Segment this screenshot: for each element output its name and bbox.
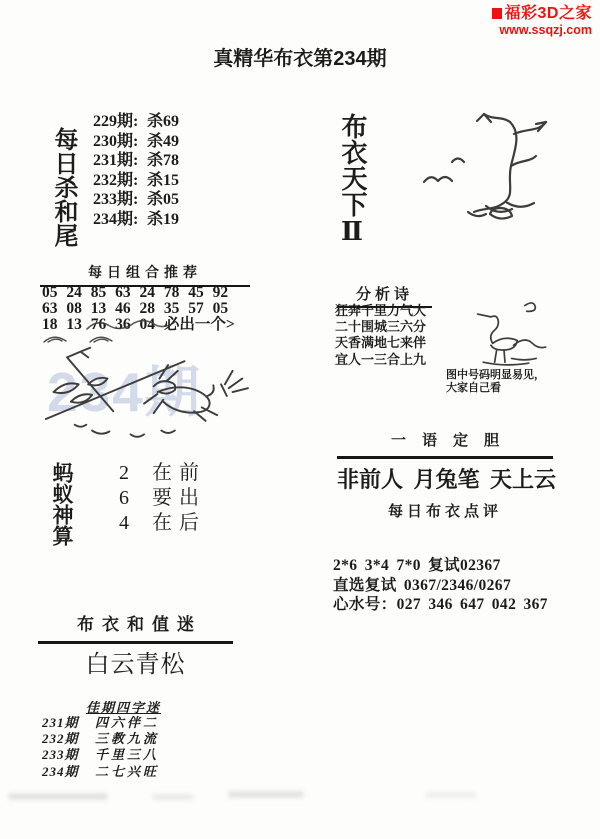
kill-row (93, 171, 179, 191)
picture-note-line: 大家自己看 (446, 382, 501, 394)
riddle-row (42, 715, 159, 731)
poem-line: 狂奔千里力气大 (335, 303, 427, 318)
crane-sketch (455, 298, 555, 366)
kill-row (93, 210, 179, 230)
riddle-issue: 233期 (42, 747, 79, 763)
ant-text: 要出 (152, 487, 206, 509)
ant-oracle-section-title: 蚂蚁神算 (50, 462, 74, 546)
riddle-text: 千里三八 (95, 747, 160, 763)
poem-line: 宜人一三合上九 (335, 351, 427, 367)
picture-note-line: 图中号码明显易见， (446, 369, 545, 381)
ant-number: 6 (119, 487, 129, 509)
poem-section-title: 分析诗 (337, 283, 432, 308)
riddle-row (42, 764, 159, 780)
scan-smudge (425, 792, 477, 798)
kill-value: 杀69 (146, 113, 179, 130)
four-char-riddle-section-title: 佳期四字迷 (86, 700, 162, 715)
poem-lines (335, 303, 426, 368)
poem-line: 天香满地七来伴 (335, 335, 427, 351)
scan-smudge (228, 791, 304, 798)
riddle-issue: 232期 (42, 731, 79, 747)
scan-smudge (8, 793, 108, 800)
combo-row: 63 08 13 46 28 35 57 05 (42, 299, 229, 317)
kill-value: 杀78 (146, 152, 179, 169)
kill-value: 杀15 (146, 171, 179, 189)
site-logo (492, 4, 592, 38)
rabbit-sketch (35, 342, 255, 444)
riddle-row (42, 731, 159, 747)
logo-square-icon (492, 8, 502, 19)
kill-issue: 230期: (93, 132, 139, 150)
poem-line: 二十围城三六分 (335, 319, 427, 335)
rabbit-picture (35, 342, 255, 444)
riddle-text: 三教九流 (95, 731, 160, 747)
combo-section-title: 每日组合推荐 (40, 262, 250, 287)
riddle-text: 四六伴二 (95, 715, 160, 730)
riddle-issue: 231期 (42, 715, 79, 730)
picture-note (446, 369, 586, 395)
kill-value: 杀19 (146, 210, 179, 228)
ant-oracle-list (119, 461, 206, 536)
kill-row (93, 112, 179, 132)
kill-row (93, 190, 179, 210)
issue-watermark: 234期 (47, 361, 202, 423)
site-name-text: 福彩3D之家 (504, 5, 592, 22)
sum-riddle-answer: 白云青松 (85, 652, 186, 678)
kill-value: 杀49 (146, 132, 179, 150)
kill-issue: 231期: (93, 152, 139, 169)
one-word-section-title: 一语定胆 (337, 429, 553, 459)
sum-riddle-section-title: 布衣和值迷 (38, 610, 233, 644)
page-title: 真精华布衣第234期 (213, 48, 387, 70)
ant-number: 2 (119, 462, 129, 484)
ant-row (119, 461, 206, 486)
scan-smudge (152, 794, 194, 800)
ant-text: 在后 (152, 512, 206, 534)
tree-sketch (398, 110, 553, 222)
ant-row (119, 511, 206, 536)
combo-row: 05 24 85 63 24 78 45 92 (42, 284, 229, 301)
riddle-issue: 234期 (42, 763, 79, 779)
daily-kill-list (93, 112, 179, 229)
kill-value: 杀05 (146, 191, 179, 208)
picks-line: 心水号：027 346 647 042 367 (333, 596, 548, 613)
four-char-riddle-list (42, 715, 159, 780)
picks-line: 2*6 3*4 7*0 复试02367 (333, 557, 501, 574)
kill-issue: 233期: (93, 191, 139, 208)
one-word-phrase: 非前人 月兔笔 天上云 (337, 467, 557, 492)
one-word-subtitle: 每日布衣点评 (387, 504, 502, 520)
site-url: www.ssqzj.com (499, 23, 592, 37)
site-name (492, 4, 592, 23)
combo-row: 18 13 76 36 04 必出一个> (42, 315, 235, 333)
kill-issue: 229期: (93, 113, 139, 130)
ant-row (119, 486, 206, 511)
daily-kill-section-title: 每日杀和尾 (50, 127, 76, 247)
ant-text: 在前 (152, 462, 206, 484)
kill-issue: 234期: (93, 210, 139, 228)
riddle-row (42, 747, 159, 763)
kill-row (93, 132, 179, 152)
number-picks (333, 556, 548, 615)
picks-line: 直选复试 0367/2346/0267 (333, 576, 512, 594)
riddle-text: 二七兴旺 (95, 763, 160, 779)
buyi-tianxia-section-title: 布衣天下Ⅱ (338, 113, 367, 247)
ant-number: 4 (119, 512, 129, 534)
kill-row (93, 151, 179, 171)
kill-issue: 232期: (93, 171, 139, 189)
